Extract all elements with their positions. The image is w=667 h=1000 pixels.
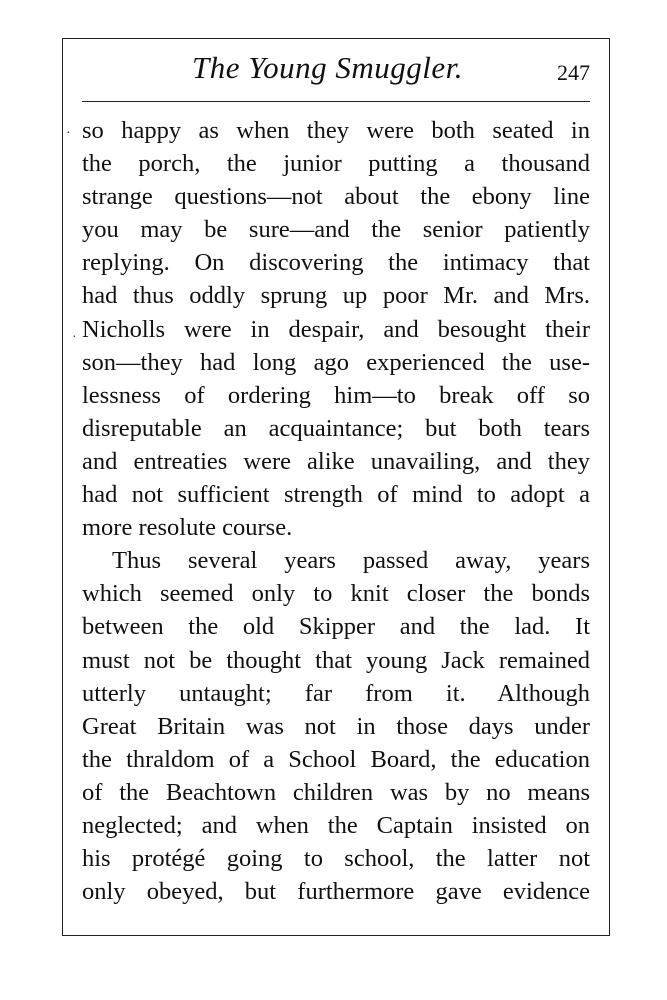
text-line: had not sufficient strength of mind to adopt a [82, 481, 590, 509]
text-line: the thraldom of a School Board, the education [82, 745, 590, 773]
text-line: son—they had long ago experienced the use- [82, 348, 590, 376]
text-line: and entreaties were alike unavailing, and they [82, 447, 590, 475]
paragraph-1 [82, 114, 590, 544]
running-header [82, 50, 590, 98]
text-line: you may be sure—and the senior patiently [82, 216, 590, 244]
running-title: The Young Smuggler. [192, 50, 464, 85]
text-line: which seemed only to knit closer the bonds [82, 580, 590, 608]
paragraph-2 [82, 544, 590, 908]
text-line: of the Beachtown children was by no means [82, 778, 590, 806]
text-line: Nicholls were in despair, and besought their [82, 315, 590, 343]
text-line: Thus several years passed away, years [112, 547, 590, 575]
text-line: lessness of ordering him—to break off so [82, 381, 590, 409]
text-line: his protégé going to school, the latter not [82, 845, 590, 873]
body-text [82, 114, 590, 908]
text-line: neglected; and when the Captain insisted on [82, 811, 590, 839]
text-line: more resolute course. [82, 514, 293, 542]
text-line: between the old Skipper and the lad. It [82, 613, 590, 641]
text-line: Great Britain was not in those days under [82, 712, 590, 740]
text-line: had thus oddly sprung up poor Mr. and Mrs. [82, 282, 590, 310]
text-line: disreputable an acquaintance; but both tears [82, 414, 590, 442]
text-line: so happy as when they were both seated in [82, 117, 590, 144]
text-line: strange questions—not about the ebony line [82, 183, 590, 211]
page-number: 247 [557, 60, 590, 85]
margin-speck: · [72, 330, 77, 345]
header-rule [82, 101, 590, 102]
text-line: replying. On discovering the intimacy that [82, 249, 590, 277]
text-line: only obeyed, but furthermore gave evidence [82, 878, 590, 906]
text-line: utterly untaught; far from it. Although [82, 679, 590, 707]
text-line: must not be thought that young Jack remained [82, 646, 590, 674]
margin-speck: · [66, 126, 71, 141]
text-line: the porch, the junior putting a thousand [82, 150, 590, 178]
